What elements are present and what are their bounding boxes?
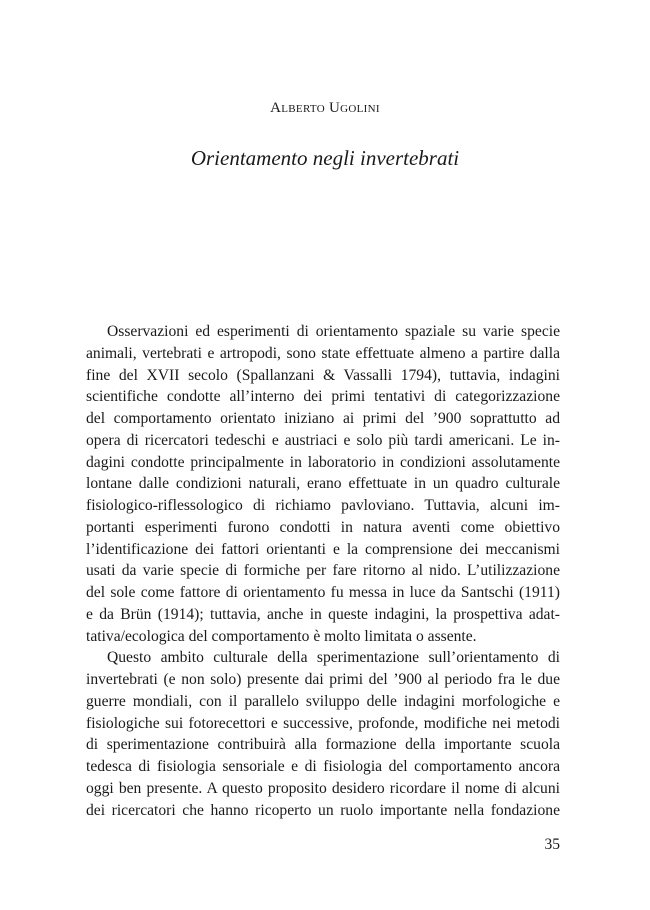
text-line: fisiologico-riflessologico di richiamo pavloviano. Tuttavia, alcuni im- <box>86 497 560 514</box>
page-number: 35 <box>544 836 560 853</box>
text-line: guerre mondiali, con il parallelo sviluppo delle indagini morfologiche e <box>86 692 560 710</box>
text-line: invertebrati (e non solo) presente dai primi del ’900 al periodo fra le due <box>86 671 560 688</box>
text-line: di sperimentazione contribuirà alla formazione della importante scuola <box>86 736 560 754</box>
text-line: e da Brün (1914); tuttavia, anche in queste indagini, la prospettiva adat- <box>86 605 560 623</box>
text-line: dei ricercatori che hanno ricoperto un ruolo importante nella fondazione <box>86 801 560 819</box>
text-line: dagini condotte principalmente in laboratorio in condizioni assolutamente <box>86 453 560 471</box>
chapter-title: Orientamento negli invertebrati <box>190 146 460 170</box>
text-line: portanti esperimenti furono condotti in natura aventi come obiettivo <box>86 518 560 536</box>
text-line: usati da varie specie di formiche per fare ritorno al nido. L’utilizzazione <box>86 562 560 580</box>
text-line: Osservazioni ed esperimenti di orientamento spaziale su varie specie <box>107 323 560 340</box>
text-line: fine del XVII secolo (Spallanzani & Vassalli 1794), tuttavia, indagini <box>86 366 560 384</box>
text-line: oggi ben presente. A questo proposito desidero ricordare il nome di alcuni <box>86 779 560 797</box>
text-line: animali, vertebrati e artropodi, sono state effettuate almeno a partire dalla <box>86 344 560 362</box>
text-line: Questo ambito culturale della sperimentazione sull’orientamento di <box>107 649 560 667</box>
chapter-author: Alberto Ugolini <box>270 100 380 116</box>
body-text <box>86 321 560 821</box>
text-line: scientifiche condotte all’interno dei primi tentativi di categorizzazione <box>86 388 560 406</box>
text-line: tedesca di fisiologia sensoriale e di fisiologia del comportamento ancora <box>86 758 560 775</box>
text-line: lontane dalle condizioni naturali, erano effettuate in un quadro culturale <box>86 475 560 493</box>
text-line: del comportamento orientato iniziano ai primi del ’900 soprattutto ad <box>86 410 560 427</box>
text-line: tativa/ecologica del comportamento è molto limitata o assente. <box>86 627 477 645</box>
text-line: opera di ricercatori tedeschi e austriaci e solo più tardi americani. Le in- <box>86 431 560 449</box>
text-line: del sole come fattore di orientamento fu messa in luce da Santschi (1911) <box>86 584 560 601</box>
text-line: l’identificazione dei fattori orientanti e la comprensione dei meccanismi <box>86 540 560 558</box>
text-line: fisiologiche sui fotorecettori e successive, profonde, modifiche nei metodi <box>86 714 560 732</box>
